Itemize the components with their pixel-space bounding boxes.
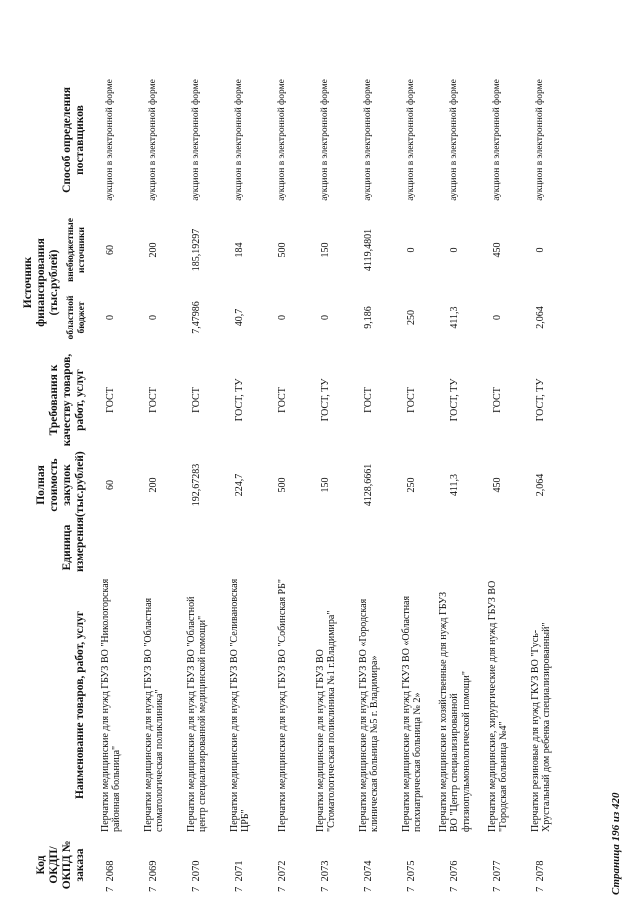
table-row (176, 65, 219, 895)
row-name: Перчатки медицинские для нужд ГБУЗ ВО «Городская клиническая больница №5 г. Владимира» (357, 598, 380, 832)
row-financing-extra: 4119,4801 (363, 228, 375, 272)
okdp-code: 7 (362, 886, 374, 892)
row-method: аукцион в электронной форме (363, 79, 374, 201)
order-number: 2070 (190, 860, 202, 882)
row-code (219, 835, 262, 895)
row-unit (348, 520, 391, 575)
row-total-cost: 2,064 (535, 473, 547, 497)
row-financing-extra: 500 (277, 242, 289, 258)
header-unit: Единица измерения (61, 517, 87, 572)
row-financing-extra: 184 (234, 242, 246, 258)
row-financing-regional: 250 (406, 310, 418, 325)
order-number: 2073 (319, 860, 331, 882)
row-method: аукцион в электронной форме (191, 79, 202, 201)
row-financing-regional: 0 (492, 315, 504, 320)
row-code (434, 835, 477, 895)
row-requirements: ГОСТ (406, 387, 418, 413)
row-unit (176, 520, 219, 575)
row-total-cost: 224,7 (234, 473, 246, 497)
okdp-code: 7 (534, 886, 546, 892)
row-total-cost: 60 (105, 480, 117, 490)
row-total-cost: 192,67283 (191, 463, 203, 507)
row-requirements: ГОСТ (191, 387, 203, 413)
row-financing-extra: 200 (148, 242, 160, 258)
okdp-code: 7 (491, 886, 503, 892)
row-unit (477, 520, 520, 575)
row-financing-extra: 0 (449, 247, 461, 253)
okdp-code: 7 (448, 886, 460, 892)
table-header (20, 65, 90, 895)
okdp-code: 7 (276, 886, 288, 892)
row-method: аукцион в электронной форме (449, 79, 460, 201)
row-name: Перчатки медицинские для нужд ГБУЗ ВО "Стоматологическая поликлиника №1 г.Владимира" (314, 610, 337, 832)
table-body (90, 65, 563, 895)
row-requirements: ГОСТ, ТУ (449, 378, 461, 422)
row-code (133, 835, 176, 895)
table-row (262, 65, 305, 895)
row-unit (305, 520, 348, 575)
okdp-code: 7 (405, 886, 417, 892)
table-row (305, 65, 348, 895)
row-total-cost: 411,3 (449, 473, 461, 497)
order-number: 2077 (491, 860, 503, 882)
row-financing-extra: 0 (406, 247, 418, 253)
row-financing-regional: 0 (148, 315, 160, 320)
order-number: 2074 (362, 860, 374, 882)
row-unit (262, 520, 305, 575)
row-code (348, 835, 391, 895)
okdp-code: 7 (147, 886, 159, 892)
order-number: 2072 (276, 860, 288, 882)
row-financing-regional: 411,3 (449, 306, 461, 329)
header-financing-regional: областной бюджет (65, 295, 87, 340)
procurement-table (20, 65, 563, 895)
row-financing-extra: 185,19297 (191, 228, 203, 272)
row-unit (133, 520, 176, 575)
row-requirements: ГОСТ (492, 387, 504, 413)
order-number: 2068 (104, 860, 116, 882)
row-method: аукцион в электронной форме (535, 79, 546, 201)
row-requirements: ГОСТ (363, 387, 375, 413)
row-financing-regional: 40,7 (234, 308, 246, 327)
okdp-code: 7 (190, 886, 202, 892)
row-code (477, 835, 520, 895)
table-row (391, 65, 434, 895)
row-financing-extra: 150 (320, 242, 332, 258)
header-name: Наименование товаров, работ, услуг (74, 610, 87, 800)
row-total-cost: 200 (148, 477, 160, 493)
row-unit (90, 520, 133, 575)
header-requirements: Требования к качеству товаров, работ, услуг (47, 353, 87, 447)
row-requirements: ГОСТ, ТУ (234, 378, 246, 422)
row-code (391, 835, 434, 895)
table-row (348, 65, 391, 895)
row-code (305, 835, 348, 895)
okdp-code: 7 (104, 886, 116, 892)
row-financing-regional: 9,186 (363, 306, 375, 329)
header-total-cost: Полная стоимость закупок (тыс.рублей) (34, 451, 87, 517)
page-number: Страница 196 из 420 (610, 792, 622, 895)
row-method: аукцион в электронной форме (234, 79, 245, 201)
row-name: Перчатки резиновые для нужд ГКУЗ ВО "Гусь-Хрустальный дом ребенка специализированный" (529, 622, 552, 832)
header-method: Способ определения поставщиков (61, 87, 87, 193)
row-requirements: ГОСТ, ТУ (535, 378, 547, 422)
row-requirements: ГОСТ (105, 387, 117, 413)
row-method: аукцион в электронной форме (320, 79, 331, 201)
row-financing-extra: 0 (535, 247, 547, 253)
row-method: аукцион в электронной форме (277, 79, 288, 201)
row-name: Перчатки медицинские и хозяйственные для нужд ГБУЗ ВО "Центр специализированной фтизиопульмонологической помощи" (437, 591, 472, 832)
table-row (219, 65, 262, 895)
table-row (90, 65, 133, 895)
row-requirements: ГОСТ, ТУ (320, 378, 332, 422)
row-method: аукцион в электронной форме (492, 79, 503, 201)
order-number: 2071 (233, 860, 245, 882)
row-code (176, 835, 219, 895)
table-row (434, 65, 477, 895)
row-financing-regional: 0 (105, 315, 117, 320)
row-name: Перчатки медицинские для нужд ГБУЗ ВО "Селивановская ЦРБ" (228, 578, 251, 832)
row-unit (391, 520, 434, 575)
row-method: аукцион в электронной форме (105, 79, 116, 201)
row-total-cost: 4128,6661 (363, 463, 375, 507)
row-financing-regional: 7,47986 (191, 301, 203, 334)
row-total-cost: 250 (406, 477, 418, 493)
order-number: 2076 (448, 860, 460, 882)
table-row (520, 65, 563, 895)
row-financing-extra: 450 (492, 242, 504, 258)
row-requirements: ГОСТ (277, 387, 289, 413)
row-method: аукцион в электронной форме (406, 79, 417, 201)
row-total-cost: 450 (492, 477, 504, 493)
row-name: Перчатки медицинские для нужд ГБУЗ ВО "Собинская РБ" (277, 579, 289, 832)
row-financing-regional: 0 (320, 315, 332, 320)
row-financing-regional: 2,064 (535, 306, 547, 329)
header-financing: Источник финансирования (тыс.рублей) (22, 238, 61, 327)
row-name: Перчатки медицинские для нужд ГБУЗ ВО "Областной центр специализированной медицинской помощи" (185, 596, 208, 832)
row-financing-extra: 60 (105, 245, 117, 255)
row-name: Перчатки медицинские, хирургические для нужд ГБУЗ ВО "Городская больница №4" (486, 580, 509, 832)
row-unit (520, 520, 563, 575)
row-financing-regional: 0 (277, 315, 289, 320)
order-number: 2078 (534, 860, 546, 882)
row-unit (219, 520, 262, 575)
table-row (477, 65, 520, 895)
order-number: 2069 (147, 860, 159, 882)
table-row (133, 65, 176, 895)
row-name: Перчатки медицинские для нужд ГБУЗ ВО "Никологорская районная больница" (99, 578, 122, 832)
row-total-cost: 150 (320, 477, 332, 493)
header-financing-extra: внебюджетные источники (65, 218, 87, 282)
row-total-cost: 500 (277, 477, 289, 493)
row-name: Перчатки медицинские для нужд ГБУЗ ВО "Областная стоматологическая поликлиника" (142, 597, 165, 832)
row-requirements: ГОСТ (148, 387, 160, 413)
okdp-code: 7 (233, 886, 245, 892)
row-name: Перчатки медицинские для нужд ГКУЗ ВО «Областная психиатрическая больница № 2» (400, 595, 423, 832)
row-code (90, 835, 133, 895)
row-code (262, 835, 305, 895)
header-code: Код ОКДП/ ОКПД № заказа (34, 840, 87, 890)
row-unit (434, 520, 477, 575)
row-code (520, 835, 563, 895)
row-method: аукцион в электронной форме (148, 79, 159, 201)
order-number: 2075 (405, 860, 417, 882)
okdp-code: 7 (319, 886, 331, 892)
